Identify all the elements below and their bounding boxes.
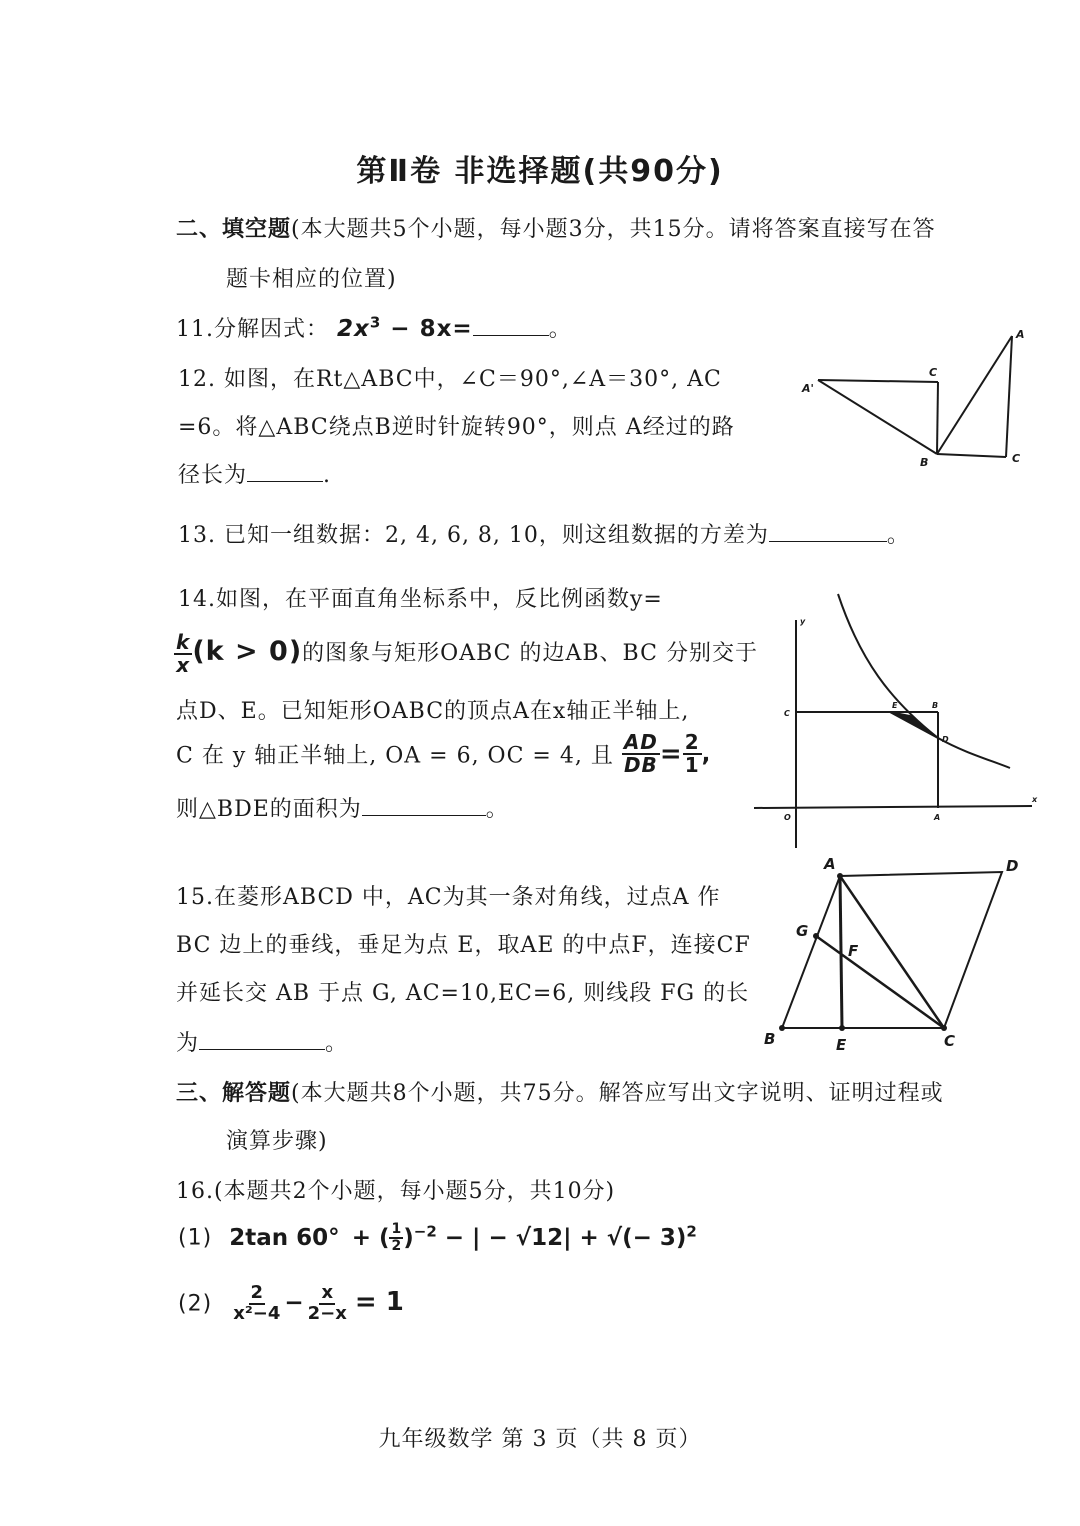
q16-part2-label: (2) [178,1291,213,1317]
fig14-label-y: y [800,617,806,626]
fig12-segment-b-a [937,336,1012,454]
fig14-label-b: B [932,701,939,710]
fig15-line-cg [816,936,944,1028]
fig14-label-a: A [934,813,941,822]
section3-desc-cont: 演算步骤) [226,1129,328,1154]
question-16: 16.(本题共2个小题，每小题5分，共10分) [176,1179,616,1204]
fig12-segment-a-prime-b [818,380,937,454]
q15-answer-blank [199,1031,325,1050]
page-footer: 九年级数学 第 3 页（共 8 页） [378,1427,702,1452]
section2-header [176,212,936,243]
figure-12-rotation [800,320,1040,480]
q15-line2: BC 边上的垂线，垂足为点 E，取AE 的中点F，连接CF [176,933,751,958]
q14-ratio-value: $\frac{2}{1}$ [684,730,700,777]
q14-answer-blank [362,797,486,816]
fig14-triangle-bde [890,712,938,738]
figure-15-rhombus [756,852,1046,1057]
fig15-label-a: A [824,855,836,873]
section-title: 第Ⅱ卷 非选择题(共90分) [356,154,724,189]
q14-line3: 点D、E。已知矩形OABC的顶点A在x轴正半轴上, [176,699,690,724]
q14-fraction-k-over-x: $\frac{k}{x}$ [176,630,191,677]
q11-text: 11.分解因式： [176,317,329,342]
fig15-label-c: C [944,1032,956,1050]
q15-line3: 并延长交 AB 于点 G, AC=10,EC=6, 则线段 FG 的长 [176,981,750,1006]
q14-condition: (k > 0) [192,636,303,667]
q11-expression: $2x^3 - 8x=$ [337,313,473,342]
q12-line3: 径长为 . [178,463,332,488]
q14-line1: 14.如图，在平面直角坐标系中，反比例函数y= [178,587,663,612]
section2-desc-cont: 题卡相应的位置) [226,267,397,292]
section3-header [176,1076,944,1107]
fig12-label-b: B [920,456,929,469]
fig15-label-e: E [836,1036,847,1054]
q13-answer-blank [769,523,887,542]
q14-ratio-ad-db: $\frac{AD}{DB}$ [623,730,658,777]
q12-line2: =6。将△ABC绕点B逆时针旋转90°，则点 A经过的路 [178,415,735,440]
fig14-label-c: C [784,709,790,718]
fig14-label-x: x [1032,795,1038,804]
question-13: 13. 已知一组数据：2, 4, 6, 8, 10，则这组数据的方差为 。 [178,523,910,548]
fig15-label-b: B [764,1030,776,1048]
fig14-label-o: O [784,813,791,822]
question-11: 11.分解因式： $2x^3 - 8x=$ 。 [176,313,572,342]
figure-14-coordinate-plane [750,590,1050,850]
fig12-segment-c-prime-b [937,382,938,454]
q16-part1-expression: 2tan 60° + ( $\frac{1}{2}$ )$^{-2}$ − | − √12| + √(− 3)$^2$ [229,1221,697,1255]
fig15-label-d: D [1006,857,1019,875]
section2-desc: (本大题共5个小题，每小题3分，共15分。请将答案直接写在答 [291,217,936,242]
q16-part1-label: (1) [178,1225,213,1251]
q11-answer-blank [473,317,549,336]
fig12-segment-a-prime-c-prime [818,380,938,382]
fig15-label-g: G [796,922,809,940]
q16-part2-equation: $\frac{2}{\text{x²−4}}$ − $\frac{x}{2-x}$ = 1 [233,1282,404,1324]
fig12-label-c: C [1012,452,1021,465]
fig14-hyperbola [838,594,1010,768]
q12-line1: 12. 如图，在Rt△ABC中，∠C＝90°,∠A＝30°, AC [178,367,722,392]
q16-part1 [178,1222,697,1254]
q15-line1: 15.在菱形ABCD 中，AC为其一条对角线，过点A 作 [176,885,721,910]
q14-line5: 则△BDE的面积为 。 [176,797,509,822]
fig12-label-a: A [1016,328,1025,341]
fig12-label-a-prime: A' [802,382,814,395]
fig12-segment-c-a [1006,336,1012,457]
q14-line2: $\frac{k}{x}$ (k > 0)的图象与矩形OABC 的边AB、BC 分别交于 [176,630,758,677]
fig14-label-d: D [942,735,949,744]
section3-heading: 三、解答题 [176,1081,292,1106]
section2-heading: 二、填空题 [176,217,292,242]
fig12-segment-b-c [937,454,1006,457]
q15-line4: 为 。 [176,1031,349,1056]
fig15-label-f: F [848,942,859,960]
q16-part2 [178,1284,404,1324]
fig12-label-c-prime: C [929,366,938,379]
section3-desc: (本大题共8个小题，共75分。解答应写出文字说明、证明过程或 [291,1081,944,1106]
fig14-label-e: E [892,701,898,710]
q12-answer-blank [247,463,323,482]
q14-line4: C 在 y 轴正半轴上, OA = 6, OC = 4, 且 $\frac{AD}{DB}$ = $\frac{2}{1}$ , [176,730,712,777]
